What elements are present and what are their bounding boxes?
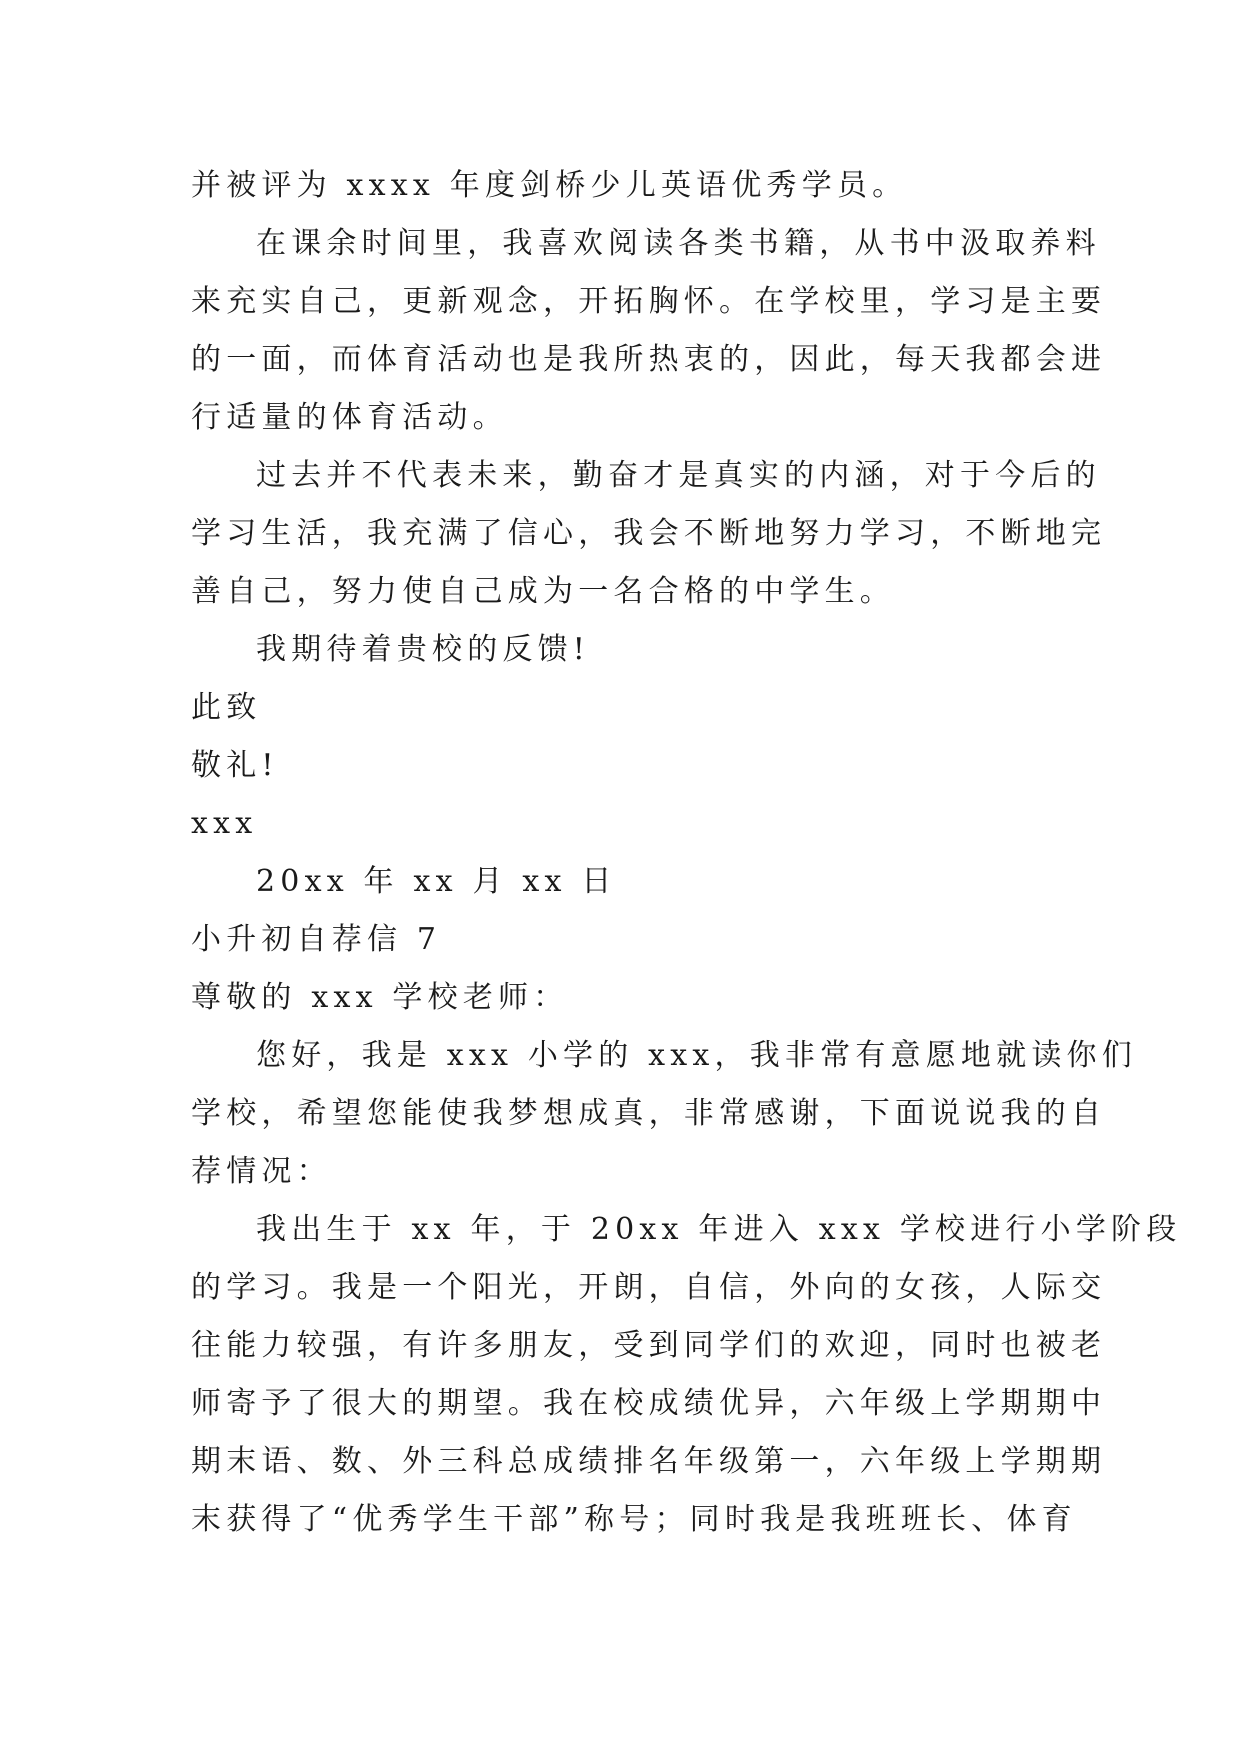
signature-date: 20xx 年 xx 月 xx 日: [256, 864, 617, 899]
text-line: 师寄予了很大的期望。我在校成绩优异，六年级上学期期中: [191, 1386, 1107, 1421]
section-title: 小升初自荐信 7: [191, 922, 442, 957]
text-line: 学校，希望您能使我梦想成真，非常感谢，下面说说我的自: [191, 1096, 1107, 1131]
paragraph-first-line: 过去并不代表未来，勤奋才是真实的内涵，对于今后的: [256, 458, 1101, 493]
text-line: 并被评为 xxxx 年度剑桥少儿英语优秀学员。: [191, 168, 908, 203]
paragraph-first-line: 我出生于 xx 年，于 20xx 年进入 xxx 学校进行小学阶段: [256, 1212, 1182, 1247]
text-line: 荐情况：: [191, 1154, 332, 1189]
paragraph-first-line: 我期待着贵校的反馈!: [256, 632, 591, 667]
paragraph-first-line: 在课余时间里，我喜欢阅读各类书籍，从书中汲取养料: [256, 226, 1101, 261]
signature-name: xxx: [191, 806, 258, 841]
text-line: 期末语、数、外三科总成绩排名年级第一，六年级上学期期: [191, 1444, 1107, 1479]
letter-greeting: 尊敬的 xxx 学校老师：: [191, 980, 569, 1015]
text-line: 来充实自己，更新观念，开拓胸怀。在学校里，学习是主要: [191, 284, 1107, 319]
text-line: 的学习。我是一个阳光，开朗，自信，外向的女孩，人际交: [191, 1270, 1107, 1305]
text-line: 往能力较强，有许多朋友，受到同学们的欢迎，同时也被老: [191, 1328, 1107, 1363]
text-line: 末获得了“优秀学生干部”称号；同时我是我班班长、体育: [191, 1502, 1077, 1537]
paragraph-first-line: 您好，我是 xxx 小学的 xxx，我非常有意愿地就读你们: [256, 1038, 1137, 1073]
closing-regards: 敬礼!: [191, 748, 279, 783]
text-line: 行适量的体育活动。: [191, 400, 508, 435]
text-line: 的一面，而体育活动也是我所热衷的，因此，每天我都会进: [191, 342, 1107, 377]
text-line: 善自己，努力使自己成为一名合格的中学生。: [191, 574, 895, 609]
text-line: 学习生活，我充满了信心，我会不断地努力学习，不断地完: [191, 516, 1107, 551]
closing-salutation: 此致: [191, 690, 262, 725]
